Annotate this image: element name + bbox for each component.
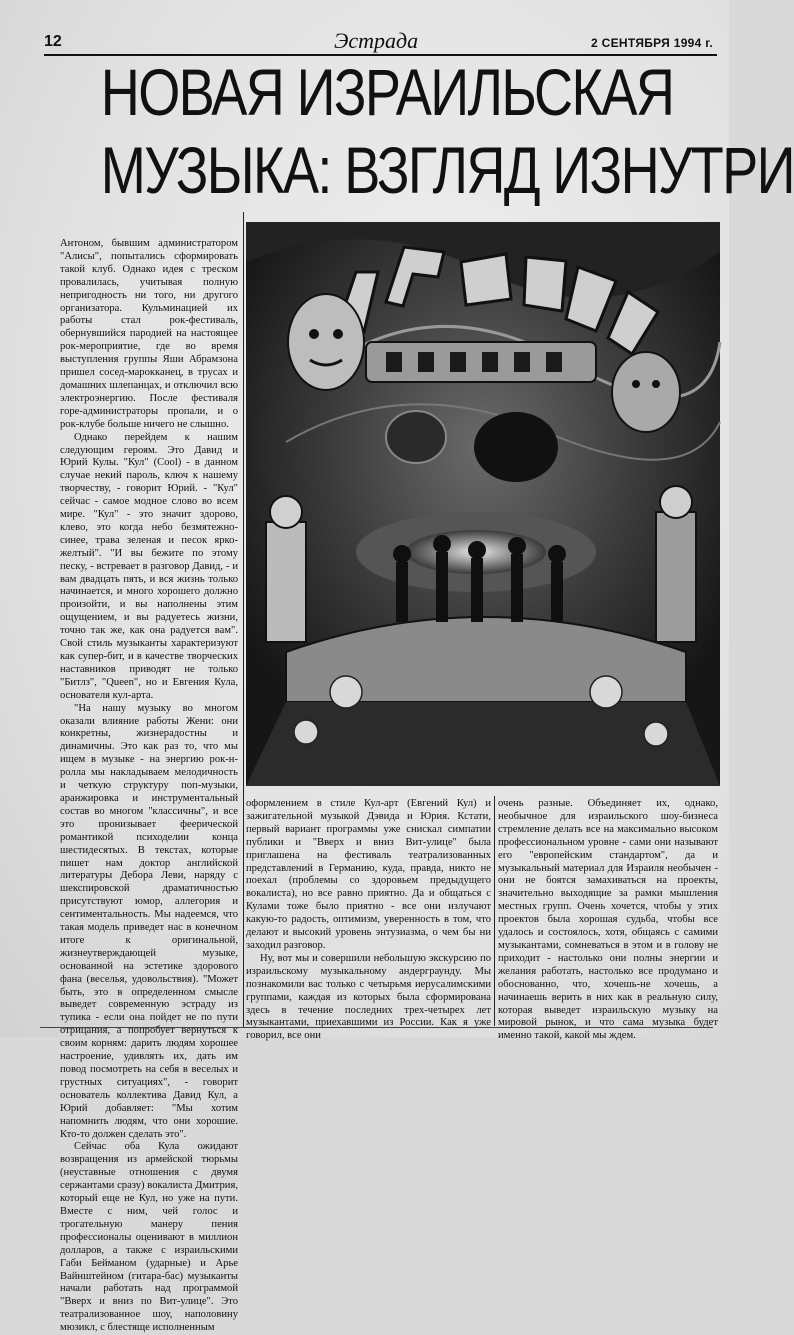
issue-date: 2 СЕНТЯБРЯ 1994 г.: [591, 36, 713, 50]
paragraph: "На нашу музыку во многом оказали влияние работы Жени: они конкретны, жизнерадостны и динамичны. Это как раз то, что мы ищем в музыке - на энергию рок-н-ролла мы накладываем мелодичность и четкую структуру поп-музыки, аранжировка и инструментальный состав во многом "классичны", и все это пронизывает феерической романтикой психоделии конца шестидесятых. В текстах, которые пишет нам доктор английской литературы Дебора Леви, наряду с шекспировской драматичностью присутствуют юмор, аллегория и сентиментальность. Мы надеемся, что такая модель приведет нас в конечном итоге к оригинальной, жизнеутверждающей музыке, основанной на эстетике здорового фана (веселья, удовольствия). "Может быть, это в определенном смысле выведет современную эстраду из тупика - если она пойдет не по пути отрицания, а попробует вернуться к своим корням: дарить людям хорошее настроение, удивлять их, дать им повод посмотреть на себя в веселых и грустных ситуациях", - говорит основатель коллектива Давид Кул, а Юрий добавляет: "Мы хотим напомнить людям, что они хорошие. Кто-то должен сделать это".: [60, 702, 238, 1140]
paragraph: Однако перейдем к нашим следующим героям. Это Давид и Юрий Кулы. "Кул" (Cool) - в данном случае некий пароль, ключ к нашему творчеству, - говорит Юрий. - "Кул" сейчас - самое модное слово во всем мире. "Кул" - это значит здорово, клево, это когда небо безмятежно-синее, трава зеленая и песок ярко-желтый". "И вы бежите по этому песку, - встревает в разговор Давид, - и вам двадцать пять, и вся жизнь только начинается, и много хорошего должно произойти, и вы наполнены этим ощущением, и вы радуетесь жизни, точно так же, как она радуется вам". Свой стиль музыканты характеризуют как супер-бит, и в качестве творческих наставников приводят не только "Битлз", "Queen", но и Евгения Кула, основателя кул-арта.: [60, 431, 238, 701]
paragraph: оформлением в стиле Кул-арт (Евгений Кул) и зажигательной музыкой Дэвида и Юрия. Кстати, первый вариант программы уже снискал симпатии публики и "Вверх и вниз Вит-улице" была приглашена на фестиваль театрализованных представлений в Германию, куда, правда, никто не поехал (проблемы со здоровьем предыдущего вокалиста), но все равно приятно. Да и общаться с Кулами тоже было приятно - все они излучают какую-то радость, оптимизм, уверенность в том, что делают и высокий уровень энтузиазма, о чем бы ни заходил разговор.: [246, 798, 491, 951]
paragraph: Антоном, бывшим администратором "Алисы", попытались сформировать такой клуб. Однако идея с треском провалилась, учитывая полную непригодность ни того, ни другого организатора. Кульминацией их работы стал рок-фестиваль, обернувшийся пародией на настоящее рок-мероприятие, где во время выступления группы Яши Абрамзона пришел сосед-марокканец, в трусах и домашних шлепанцах, и отключил всю электроэнергию. После фестиваля горе-администраторы пропали, и о рок-клубе больше ничего не слышно.: [60, 238, 238, 430]
paragraph: Ну, вот мы и совершили небольшую экскурсию по израильскому музыкальному андерграунду. Мы познакомили вас только с четырьмя иерусалимскими группами, каждая из которых была сформирована здесь в течение последних трех-четырех лет музыкантами, приехавшими из России. Как я уже говорил, все они: [246, 952, 491, 1042]
column-divider: [494, 796, 495, 1026]
paragraph: очень разные. Объединяет их, однако, необычное для израильского шоу-бизнеса стремление делать все на максимально высоком профессиональном уровне - сами они называют его "европейским стандартом", да и музыкальный материал для Израиля необычен - они не боятся замахиваться на проекты, значительно выходящие за рамки мышления местных групп. Очень хочется, чтобы у этих проектов была хорошая судьба, чтобы все удалось и состоялось, хотя, общаясь с самими музыкантами, сомневаться в этом и в голову не приходит - настолько они полны энергии и желания работать, настолько все продумано и обоснованно, что, хочешь-не хочешь, а начинаешь верить в них как в реальную силу, которая выведет израильскую музыку на мировой рынок, и что сама музыка будет именно такой, какой мы ждем.: [498, 798, 718, 1042]
paragraph: Сейчас оба Кула ожидают возвращения из армейской тюрьмы (неуставные отношения с двумя сержантами сразу) вокалиста Дмитрия, который еще не Кул, но уже на пути. Вместе с ним, чей голос и трогательную манеру пения профессионалы оценивают в миллион долларов, а также с израильскими Габи Бейманом (ударные) и Арье Вайнштейном (гитара-бас) музыканты начали работать над программой "Вверх и вниз по Вит-улице". Это театрализованное шоу, наполовину мюзикл, с блестяще исполненным: [60, 1141, 238, 1334]
stage-painting-photo: [246, 222, 720, 786]
headline-line-2: МУЗЫКА: ВЗГЛЯД ИЗНУТРИ: [100, 133, 794, 207]
headline-line-1: НОВАЯ ИЗРАИЛЬСКАЯ: [100, 55, 674, 129]
article-column-1: [60, 238, 238, 1334]
page-number: 12: [44, 33, 62, 50]
article-column-3: [498, 798, 718, 1042]
section-title: Эстрада: [334, 28, 419, 53]
footer-rule: [40, 1027, 713, 1028]
column-divider: [243, 212, 244, 1027]
article-column-2: [246, 798, 491, 1042]
